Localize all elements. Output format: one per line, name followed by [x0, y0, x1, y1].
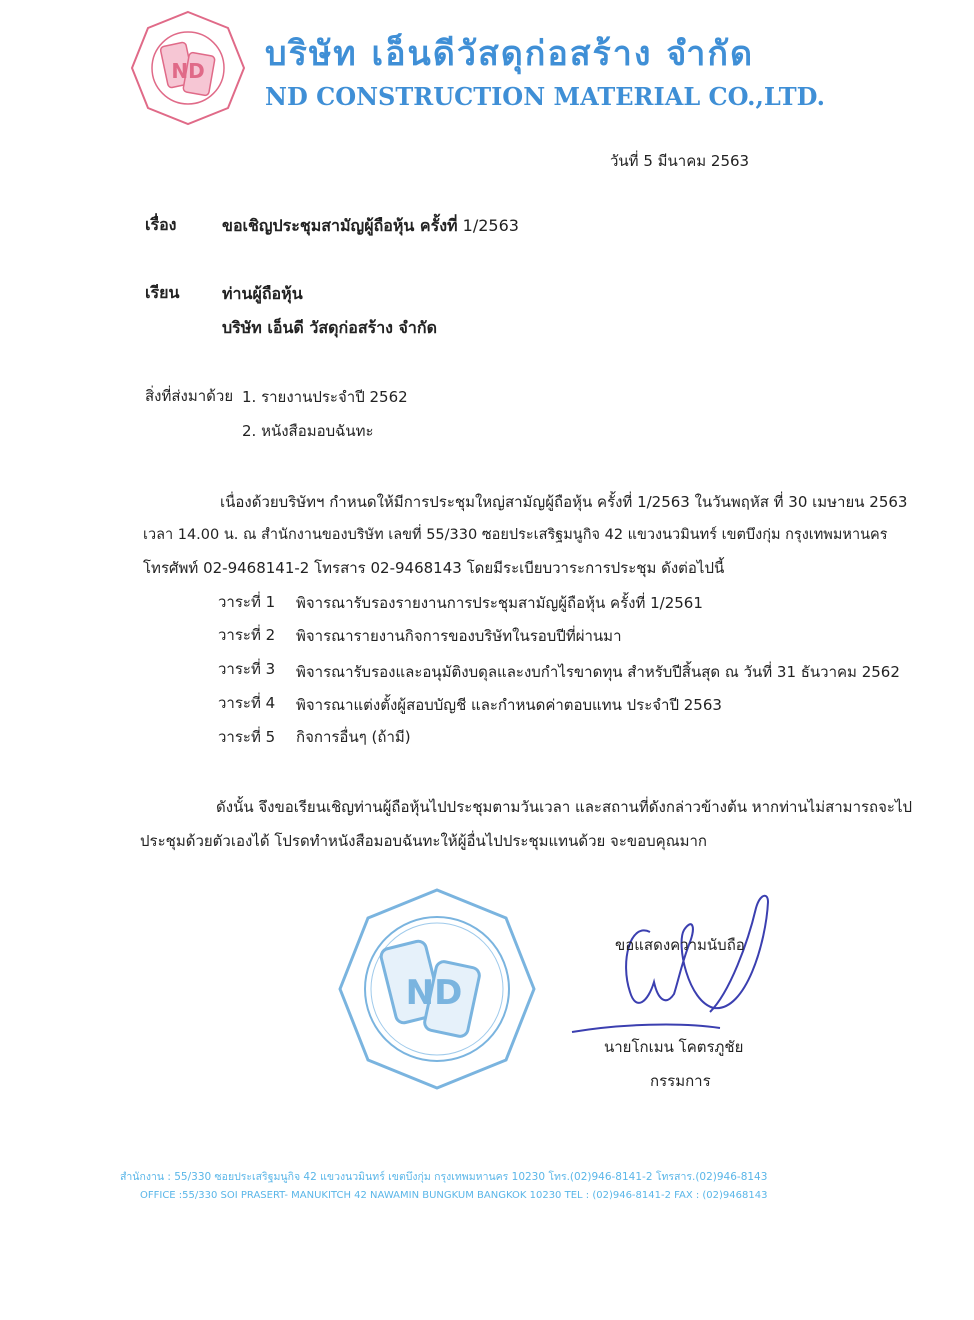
agenda-text: พิจารณารับรองรายงานการประชุมสามัญผู้ถือหุ้น ครั้งที่ 1/2561 — [296, 594, 703, 612]
subject-text: ขอเชิญประชุมสามัญผู้ถือหุ้น ครั้งที่ — [222, 216, 458, 235]
signatory-title: กรรมการ — [650, 1072, 711, 1090]
footer-address-thai: สำนักงาน : 55/330 ซอยประเสริฐมนูกิจ 42 แขวงนวมินทร์ เขตบึงกุ่ม กรุงเทพมหานคร 10230 โทร.(02)946-8141-2 โทรสาร.(02)946-8143 — [120, 1171, 768, 1183]
footer-address-english: OFFICE :55/330 SOI PRASERT- MANUKITCH 42 NAWAMIN BUNGKUM BANGKOK 10230 TEL : (02)946-8141-2 FAX : (02)9468143 — [140, 1190, 768, 1201]
signatory-name: นายโกเมน โคตรภูชัย — [604, 1038, 744, 1056]
closing-line-2: ประชุมด้วยตัวเองได้ โปรดทำหนังสือมอบฉันทะให้ผู้อื่นไปประชุมแทนด้วย จะขอบคุณมาก — [140, 832, 708, 850]
enclosure-item: 2. หนังสือมอบฉันทะ — [242, 422, 374, 440]
agenda-text: กิจการอื่นๆ (ถ้ามี) — [296, 728, 411, 746]
to-line-2: บริษัท เอ็นดี วัสดุก่อสร้าง จำกัด — [222, 318, 437, 337]
subject-number: 1/2563 — [462, 216, 519, 235]
agenda-number: วาระที่ 5 — [218, 728, 276, 746]
company-name-english: ND CONSTRUCTION MATERIAL CO.,LTD. — [265, 82, 825, 111]
enclosures-label: สิ่งที่ส่งมาด้วย — [145, 387, 234, 405]
logo-mark: ND — [171, 59, 205, 83]
signature-regards: ขอแสดงความนับถือ — [615, 936, 745, 954]
agenda-number: วาระที่ 3 — [218, 660, 276, 678]
enclosure-item: 1. รายงานประจำปี 2562 — [242, 388, 408, 406]
agenda-number: วาระที่ 2 — [218, 626, 276, 644]
subject-line — [222, 214, 519, 239]
agenda-number: วาระที่ 1 — [218, 593, 276, 611]
signature-scribble — [570, 882, 780, 1042]
body-line-3: โทรศัพท์ 02-9468141-2 โทรสาร 02-9468143 โดยมีระเบียบวาระการประชุม ดังต่อไปนี้ — [143, 559, 725, 577]
agenda-text: พิจารณารับรองและอนุมัติงบดุลและงบกำไรขาดทุน สำหรับปีสิ้นสุด ณ วันที่ 31 ธันวาคม 2562 — [296, 663, 900, 681]
body-line-1: เนื่องด้วยบริษัทฯ กำหนดให้มีการประชุมใหญ่สามัญผู้ถือหุ้น ครั้งที่ 1/2563 ในวันพฤหัส ที่ 30 เมษายน 2563 — [220, 493, 908, 511]
to-line-1: ท่านผู้ถือหุ้น — [222, 284, 303, 303]
company-stamp — [330, 882, 545, 1097]
subject-label: เรื่อง — [145, 215, 177, 234]
stamp-mark: ND — [405, 973, 463, 1013]
letter-date: วันที่ 5 มีนาคม 2563 — [610, 152, 750, 170]
agenda-number: วาระที่ 4 — [218, 694, 276, 712]
to-label: เรียน — [145, 283, 180, 302]
agenda-text: พิจารณาแต่งตั้งผู้สอบบัญชี และกำหนดค่าตอบแทน ประจำปี 2563 — [296, 696, 722, 714]
agenda-text: พิจารณารายงานกิจการของบริษัทในรอบปีที่ผ่านมา — [296, 627, 622, 645]
closing-line-1: ดังนั้น จึงขอเรียนเชิญท่านผู้ถือหุ้นไปประชุมตามวันเวลา และสถานที่ดังกล่าวข้างต้น หากท่านไม่สามารถจะไป — [216, 798, 913, 816]
company-logo — [128, 8, 248, 130]
company-name-thai: บริษัท เอ็นดีวัสดุก่อสร้าง จำกัด — [265, 34, 755, 74]
body-line-2: เวลา 14.00 น. ณ สำนักงานของบริษัท เลขที่ 55/330 ซอยประเสริฐมนูกิจ 42 แขวงนวมินทร์ เขตบึงกุ่ม กรุงเทพมหานคร — [143, 527, 888, 543]
